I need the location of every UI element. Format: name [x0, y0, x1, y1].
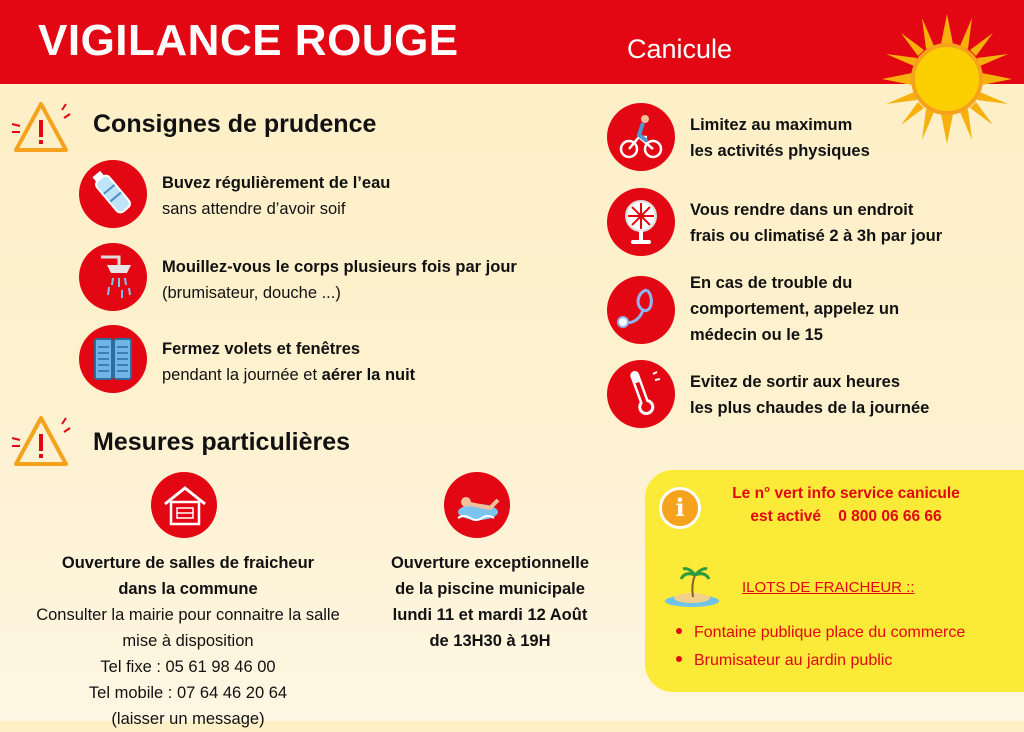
right-item-3-line1: En cas de trouble du	[690, 274, 853, 292]
water-bottle-icon	[79, 160, 147, 228]
stethoscope-icon	[607, 276, 675, 344]
numero-vert-line2	[706, 505, 986, 528]
ilot-item-2-label: Brumisateur au jardin public	[694, 652, 893, 669]
consigne-3-text-prefix: pendant la journée et	[162, 366, 322, 384]
right-item-3-line3: médecin ou le 15	[690, 326, 823, 344]
bullet-icon	[676, 628, 682, 634]
consigne-1	[162, 170, 390, 222]
header-banner	[0, 0, 1024, 84]
consigne-3	[162, 336, 415, 388]
right-item-4-line1: Evitez de sortir aux heures	[690, 373, 900, 391]
ilot-item-2	[676, 652, 892, 670]
section-heading-consignes: Consignes de prudence	[93, 110, 377, 138]
cyclist-icon	[607, 103, 675, 171]
right-item-4	[690, 369, 929, 421]
right-item-3-line2: comportement, appelez un	[690, 300, 900, 318]
piscine-line-3: lundi 11 et mardi 12 Août	[392, 606, 588, 624]
salles-fraicheur	[18, 550, 358, 732]
swimmer-icon	[444, 472, 510, 538]
ilot-item-1-label: Fontaine publique place du commerce	[694, 624, 966, 641]
shower-icon	[79, 243, 147, 311]
numero-vert-prefix: est activé	[750, 508, 821, 525]
salles-tel-mobile: Tel mobile : 07 64 46 20 64	[88, 684, 288, 702]
shutters-icon	[79, 325, 147, 393]
right-item-2	[690, 197, 942, 249]
warning-icon	[10, 410, 72, 472]
sun-icon	[882, 14, 1012, 144]
salles-title-1: Ouverture de salles de fraicheur	[61, 554, 315, 572]
piscine-municipale	[360, 550, 620, 654]
piscine-line-2: de la piscine municipale	[395, 580, 585, 598]
piscine-line-4: de 13H30 à 19H	[429, 632, 551, 650]
bullet-icon	[676, 656, 682, 662]
consigne-1-text: sans attendre d’avoir soif	[162, 200, 346, 218]
page-title: VIGILANCE ROUGE	[38, 16, 459, 65]
right-item-1-line1: Limitez au maximum	[690, 116, 853, 134]
consigne-2	[162, 254, 517, 306]
numero-vert-line1: Le n° vert info service canicule	[732, 485, 960, 502]
info-icon: i	[659, 487, 701, 529]
building-icon	[151, 472, 217, 538]
thermometer-icon	[607, 360, 675, 428]
right-item-3	[690, 270, 899, 348]
warning-icon	[10, 96, 72, 158]
right-item-1-line2: les activités physiques	[690, 142, 870, 160]
consigne-3-text	[162, 362, 415, 388]
salles-desc-1: Consulter la mairie pour connaitre la salle	[36, 606, 340, 624]
numero-vert-phone: 0 800 06 66 66	[838, 508, 942, 525]
salles-tel-fixe: Tel fixe : 05 61 98 46 00	[100, 658, 276, 676]
right-item-4-line2: les plus chaudes de la journée	[690, 399, 930, 417]
consigne-3-text-bold: aérer la nuit	[321, 366, 416, 384]
ilots-title: ILOTS DE FRAICHEUR ::	[742, 579, 915, 596]
salles-title-2: dans la commune	[118, 580, 258, 598]
consigne-2-text: (brumisateur, douche ...)	[162, 284, 341, 302]
right-item-1	[690, 112, 870, 164]
consigne-2-title: Mouillez-vous le corps plusieurs fois par jour	[162, 258, 517, 276]
page-subtitle: Canicule	[627, 34, 733, 64]
right-item-2-line2: frais ou climatisé 2 à 3h par jour	[690, 227, 943, 245]
salles-note: (laisser un message)	[111, 710, 265, 728]
consigne-1-title: Buvez régulièrement de l’eau	[162, 174, 391, 192]
salles-desc-2: mise à disposition	[122, 632, 254, 650]
fan-icon	[607, 188, 675, 256]
numero-vert	[706, 482, 986, 528]
consigne-3-title: Fermez volets et fenêtres	[162, 340, 361, 358]
ilot-item-1	[676, 624, 965, 642]
section-heading-mesures: Mesures particulières	[93, 428, 351, 456]
right-item-2-line1: Vous rendre dans un endroit	[690, 201, 914, 219]
island-icon	[663, 565, 721, 609]
piscine-line-1: Ouverture exceptionnelle	[390, 554, 590, 572]
